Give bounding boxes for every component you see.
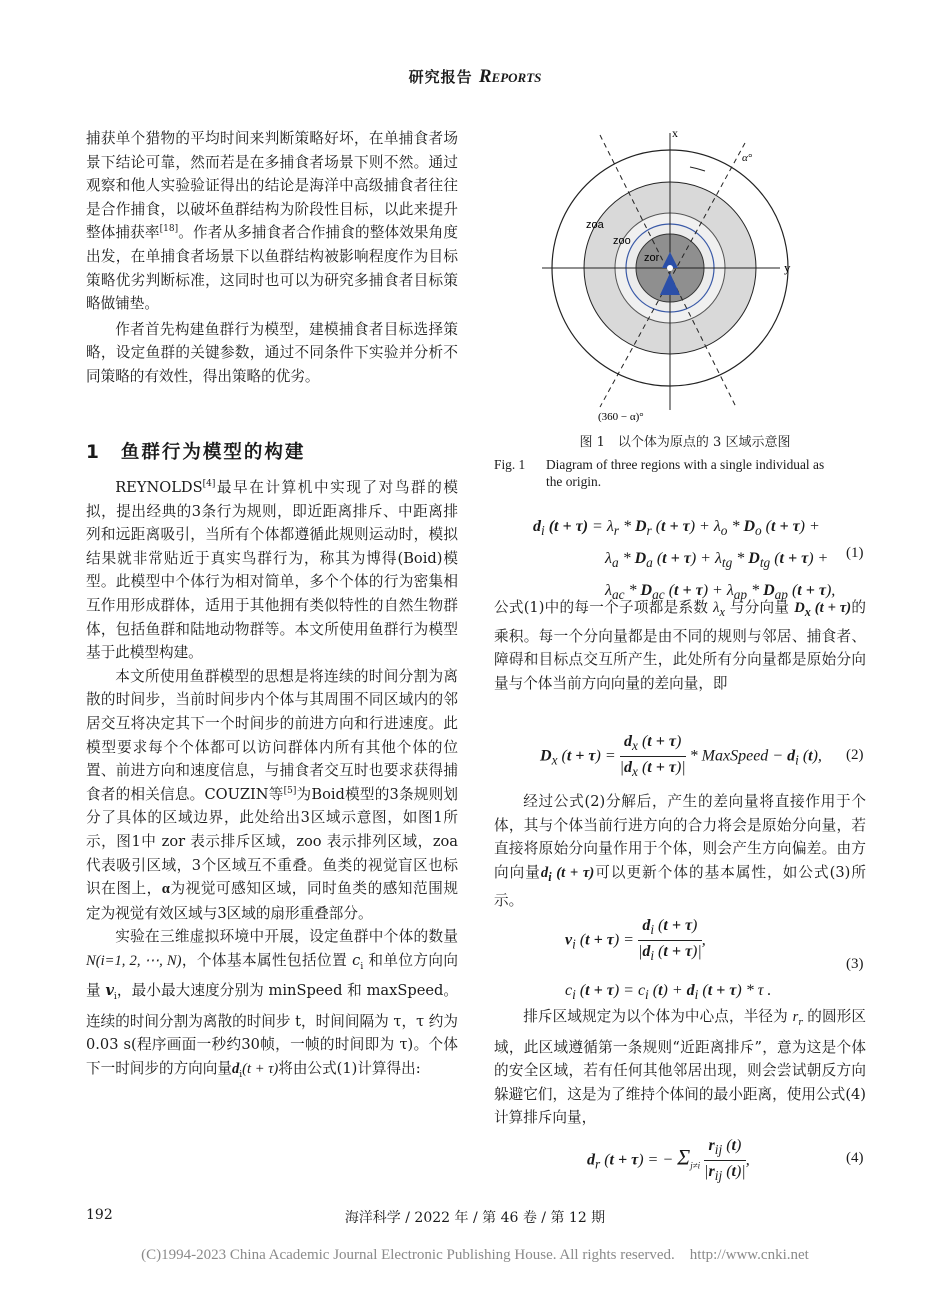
y-label: y — [784, 260, 791, 275]
equation-1-number: (1) — [846, 545, 864, 561]
copyright-line: (C)1994-2023 China Academic Journal Electronic Publishing House. All rights reserved. http://www.cnki.net — [141, 1247, 809, 1263]
paragraph-8: 排斥区域规定为以个体为中心点，半径为 $r_r$ 的圆形区域，此区域遵循第一条规则“近距离排斥”，意为这是个体的安全区域，若有任何其他邻居出现，则会尝试朝反方向躲避它们，这是为了维持个体间的最小距离，使用公式(4)计算排斥向量， — [494, 1008, 867, 1127]
paragraph-7: 经过公式(2)分解后，产生的差向量将直接作用于个体，其与个体当前行进方向的合力将会是原始分向量，若直接将原始分向量作用于个体，则会产生方向偏差。由方向向量$d_i$ (t + τ)可以更新个体的基本属性，如公式(3)所示。 — [494, 793, 866, 910]
figure-caption-cn: 图 1 以个体为原点的 3 区域示意图 — [579, 435, 791, 450]
equation-1: $d_i$ $(t + \tau) = \lambda_r * D_r$ $(t + \tau) + \lambda_o * D_o$ (t + τ) + $\lambda_a * D_a$ $(t + \tau) + \lambda_{tg} * D_{tg}$ (t + τ) + $\lambda_{ac} * D_{ac}$ $(t + \tau) + \lambda_{ap} * D_{ap}$ (t + τ), — [533, 518, 836, 603]
paragraph-2: 作者首先构建鱼群行为模型，建模捕食者目标选择策略，设定鱼群的关键参数，通过不同条件下实验并分析不同策略的有效性，得出策略的优劣。 — [86, 320, 458, 385]
journal-footer: 海洋科学 / 2022 年 / 第 46 卷 / 第 12 期 — [344, 1210, 606, 1226]
paragraph-5: 实验在三维虚拟环境中开展，设定鱼群中个体的数量 N(i=1, 2, ⋯, N)，个体基本属性包括位置 $c_i$ 和单位方向向量 $v_i$，最小最大速度分别为 minSpeed 和 maxSpeed。连续的时间分割为离散的时间步 t，时间间隔为 τ，τ 约为0.03 s(程序画面一秒约30帧，一帧的时间即为 τ)。个体下一时间步的方向向量$d_i(t + \tau)$将由公式(1)计算得出: — [86, 928, 459, 1080]
equation-3-number: (3) — [846, 956, 864, 972]
equation-2-number: (2) — [846, 747, 864, 763]
header-reports: REPORTS — [478, 66, 542, 87]
equation-3: $v_i$ (t + τ) = $\frac{d_i (t + \tau)}{|d_i (t + \tau)|}$ , — [565, 917, 706, 964]
three-region-diagram — [540, 125, 830, 425]
paragraph-6: 公式(1)中的每一个子项都是系数 $\lambda_x$ 与分向量 $D_x$ (t + τ)的乘积。每一个分向量都是由不同的规则与邻居、捕食者、障碍和目标点交互所产生，此处所有分向量都是原始分向量与个体当前方向向量的差向量，即 — [494, 599, 867, 692]
zor-label: zor — [644, 252, 660, 264]
origin-dot — [667, 265, 673, 271]
blind-angle-label: (360 − α)° — [598, 411, 644, 423]
left-column — [86, 127, 458, 389]
equation-2: $D_x$ (t + τ) = $\frac{d_x (t + \tau)}{|d_x (t + \tau)|}$ * MaxSpeed − $d_i$ (t), — [540, 733, 822, 780]
paragraph-1: 捕获单个猎物的平均时间来判断策略好坏，在单捕食者场景下结论可靠，然而若是在多捕食者场景下则不然。通过观察和他人实验验证得出的结论是海洋中高级捕食者往往是合作捕食，以破坏鱼群结构为阶段性目标，以此来提升整体捕获率[18]。作者从多捕食者合作捕食的整体效果角度出发，在单捕食者场景下以鱼群结构被影响程度作为目标策略优劣判断标准，这同时也可以为研究多捕食者目标策略做铺垫。 — [86, 130, 458, 313]
left-column-body — [86, 476, 458, 1088]
alpha-label: α° — [742, 152, 753, 164]
zoo-label: zoo — [613, 235, 631, 247]
equation-4: $d_r$ (t + τ) = − $\Sigma_{j\ne i}$ $\frac{r_{ij} (t)}{|r_{ij} (t)|}$ , — [587, 1137, 750, 1184]
zoa-label: zoa — [586, 219, 604, 231]
paragraph-4: 本文所使用鱼群模型的思想是将连续的时间分割为离散的时间步，当前时间步内个体与其周围不同区域内的邻居交互将决定其下一个时间步的前进方向和行进速度。此模型要求每个个体都可以访问群体内所有其他个体的位置、前进方向和速度信息，与捕食者交互时也要求获得捕食者的相关信息。COUZIN等[5]为Boid模型的3条规则划分了具体的区域边界，此处给出3区域示意图，如图1所示，图1中 zor 表示排斥区域，zoo 表示排列区域，zoa 代表吸引区域，3个区域互不重叠。鱼类的视觉盲区也标识在图上，α为视觉可感知区域，同时鱼类的感知范围规定为视觉有效区域与3区域的扇形重叠部分。 — [86, 667, 459, 922]
section-heading: 1 鱼群行为模型的构建 — [86, 442, 306, 463]
header-title: 研究报告 — [408, 68, 473, 86]
figure-caption-en: Fig. 1 Diagram of three regions with a single individual as the origin. — [494, 457, 825, 489]
running-header — [0, 66, 950, 88]
equation-4-number: (4) — [846, 1150, 864, 1166]
x-label: x — [672, 126, 678, 140]
paragraph-3: REYNOLDS[4]最早在计算机中实现了对鸟群的模拟，提出经典的3条行为规则，即近距离排斥、中距离排列和远距离吸引，当所有个体都遵循此规则运动时，模拟结果就非常贴近于真实鸟群行为，称其为博得(Boid)模型。此模型中个体行为相对简单，多个个体的行为密集相互作用形成群体，适用于其他拥有类似特性的自然生物群体，包括鱼群和陆地动物群等。本文所使用鱼群行为模型基于此模型构建。 — [86, 479, 458, 662]
equation-3b: $c_i$ $(t + \tau) = c_i$ $(t) + d_i$ (t + τ) * τ . — [565, 982, 772, 1003]
page-number: 192 — [86, 1207, 113, 1223]
